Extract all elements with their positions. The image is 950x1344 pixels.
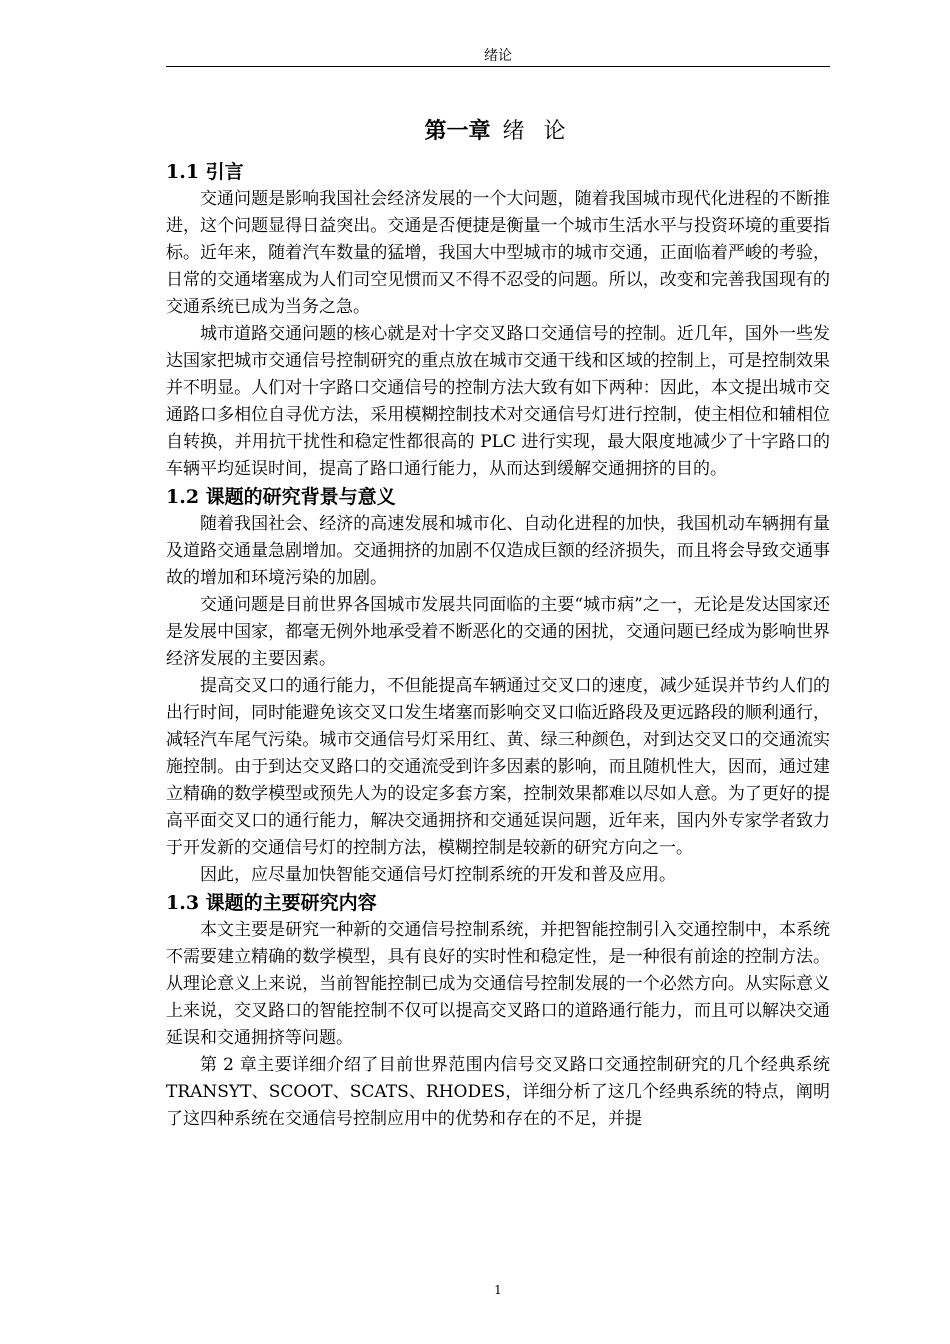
chapter-title <box>166 116 830 147</box>
paragraph: 城市道路交通问题的核心就是对十字交叉路口交通信号的控制。近几年，国外一些发达国家把城市交通信号控制研究的重点放在城市交通干线和区域的控制上，可是控制效果并不明显。人们对十字路口交通信号的控制方法大致有如下两种：因此，本文提出城市交通路口多相位自寻优方法，采用模糊控制技术对交通信号灯进行控制，使主相位和辅相位自转换，并用抗干扰性和稳定性都很高的 PLC 进行实现，最大限度地减少了十字路口的车辆平均延误时间，提高了路口通行能力，从而达到缓解交通拥挤的目的。 <box>166 324 830 479</box>
paragraph: 交通问题是影响我国社会经济发展的一个大问题，随着我国城市现代化进程的不断推进，这个问题显得日益突出。交通是否便捷是衡量一个城市生活水平与投资环境的重要指标。近年来，随着汽车数量的猛增，我国大中型城市的城市交通，正面临着严峻的考验，日常的交通堵塞成为人们司空见惯而又不得不忍受的问题。所以，改变和完善我国现有的交通系统已成为当务之急。 <box>166 189 830 317</box>
paragraph: 因此，应尽量加快智能交通信号灯控制系统的开发和普及应用。 <box>200 865 676 885</box>
header-rule <box>166 66 830 67</box>
section-heading-1-3: 1.3 课题的主要研究内容 <box>166 892 377 914</box>
paragraph: 第 2 章主要详细介绍了目前世界范围内信号交叉路口交通控制研究的几个经典系统 TRANSYT、SCOOT、SCATS、RHODES，详细分析了这几个经典系统的特点，阐明了这四种系统在交通信号控制应用中的优势和存在的不足，并提 <box>166 1055 830 1129</box>
document-body <box>166 158 830 1133</box>
section-heading-1-1: 1.1 引言 <box>166 161 244 183</box>
section-heading-1-2: 1.2 课题的研究背景与意义 <box>166 486 396 508</box>
chapter-name: 绪 论 <box>502 119 572 144</box>
chapter-number: 第一章 <box>424 118 491 144</box>
paragraph: 随着我国社会、经济的高速发展和城市化、自动化进程的加快，我国机动车辆拥有量及道路交通量急剧增加。交通拥挤的加剧不仅造成巨额的经济损失，而且将会导致交通事故的增加和环境污染的加剧。 <box>166 514 830 588</box>
paragraph: 交通问题是目前世界各国城市发展共同面临的主要“城市病”之一，无论是发达国家还是发展中国家，都毫无例外地承受着不断恶化的交通的困扰，交通问题已经成为影响世界经济发展的主要因素。 <box>166 595 830 669</box>
paragraph: 本文主要是研究一种新的交通信号控制系统，并把智能控制引入交通控制中，本系统不需要建立精确的数学模型，具有良好的实时性和稳定性，是一种很有前途的控制方法。从理论意义上来说，当前智能控制已成为交通信号控制发展的一个必然方向。从实际意义上来说，交叉路口的智能控制不仅可以提高交叉路口的道路通行能力，而且可以解决交通延误和交通拥挤等问题。 <box>166 920 830 1048</box>
running-header: 绪论 <box>484 48 512 64</box>
paragraph: 提高交叉口的通行能力，不但能提高车辆通过交叉口的速度，减少延误并节约人们的出行时间，同时能避免该交叉口发生堵塞而影响交叉口临近路段及更远路段的顺利通行，减轻汽车尾气污染。城市交通信号灯采用红、黄、绿三种颜色，对到达交叉口的交通流实施控制。由于到达交叉路口的交通流受到许多因素的影响，而且随机性大，因而，通过建立精确的数学模型或预先人为的设定多套方案，控制效果都难以尽如人意。为了更好的提高平面交叉口的通行能力，解决交通拥挤和交通延误问题，近年来，国内外专家学者致力于开发新的交通信号灯的控制方法，模糊控制是较新的研究方向之一。 <box>166 676 830 858</box>
page-number: 1 <box>494 1283 502 1297</box>
